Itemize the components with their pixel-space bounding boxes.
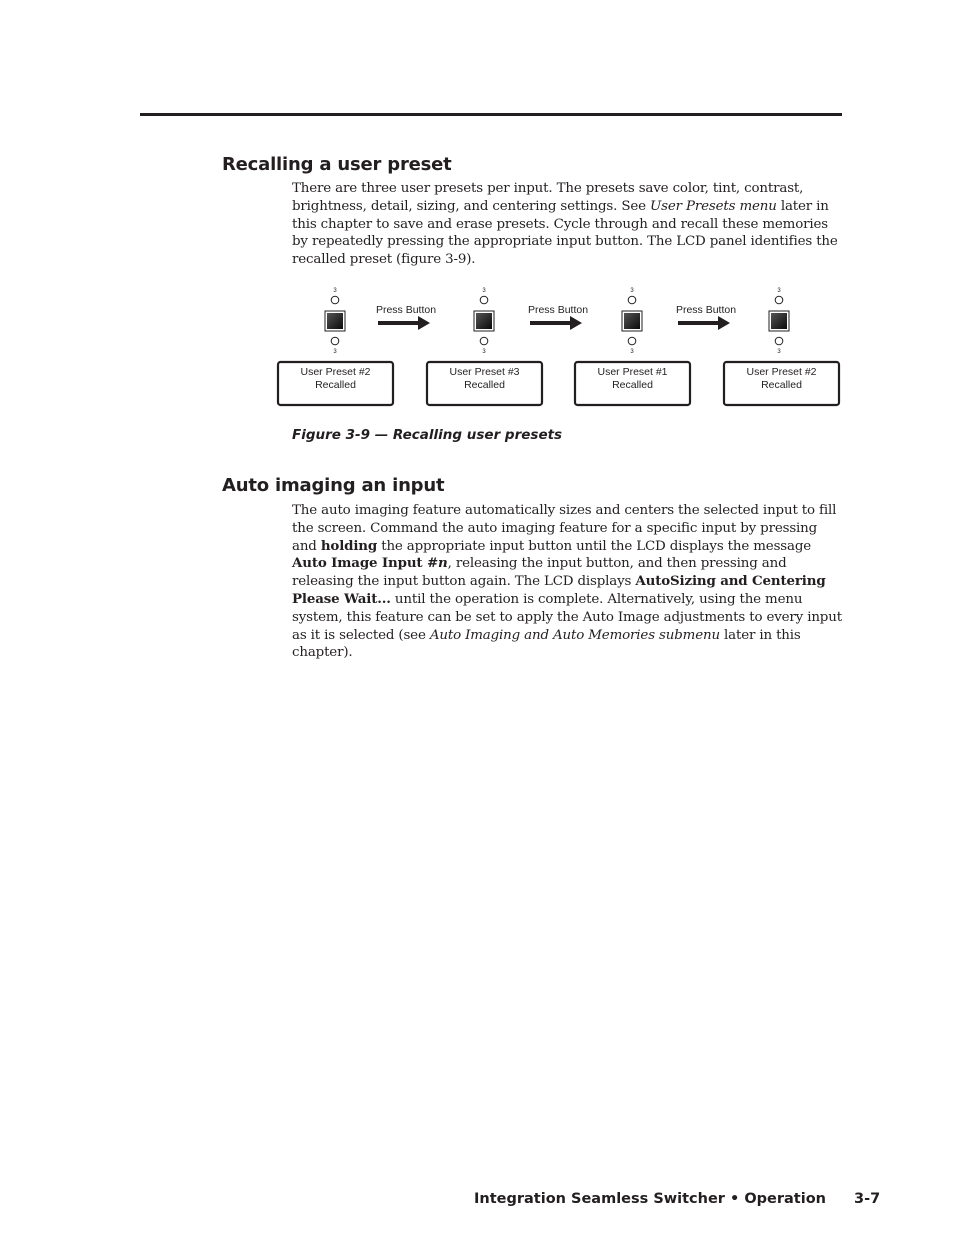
- para-italic-ref: User Presets menu: [650, 198, 777, 214]
- led-label: 3: [482, 288, 486, 294]
- preset-unit: [724, 288, 839, 405]
- led-label: 3: [333, 288, 337, 294]
- page-footer: [474, 1191, 880, 1207]
- led-label: 3: [482, 349, 486, 355]
- input-button: [771, 313, 787, 329]
- arrow-shaft: [678, 321, 719, 325]
- lcd-line-1: User Preset #1: [597, 366, 668, 378]
- footer-title: Integration Seamless Switcher • Operation: [474, 1191, 826, 1207]
- led-indicator: [480, 337, 488, 345]
- input-button: [624, 313, 640, 329]
- arrow-shaft: [530, 321, 571, 325]
- led-indicator: [775, 337, 783, 345]
- press-arrow: [676, 304, 736, 330]
- led-indicator: [480, 296, 488, 304]
- press-button-label: Press Button: [375, 304, 437, 316]
- para-text: until the operation is complete. Alternatively, using the menu system, this feature can be set to apply the Auto Image adjustments to every input as it is selected (see: [292, 591, 842, 643]
- led-indicator: [775, 296, 783, 304]
- led-label: 3: [777, 288, 781, 294]
- para-text: , releasing the input button, and then pressing and releasing the input button again. The LCD displays: [292, 556, 787, 590]
- preset-unit: [575, 288, 690, 405]
- para-italic-ref: Auto Imaging and Auto Memories submenu: [429, 627, 720, 643]
- figure-recalling-presets: [0, 0, 954, 420]
- section-heading-recalling: Recalling a user preset: [222, 154, 452, 175]
- para-bold: Auto Image Input #: [292, 555, 439, 572]
- led-label: 3: [630, 349, 634, 355]
- para-text: later in this chapter).: [292, 627, 801, 661]
- para-text: later in this chapter to save and erase presets. Cycle through and recall these memories by repeatedly pressing the appropriate input button. The LCD panel identifies the recalled preset (figure 3-9).: [292, 198, 838, 268]
- led-label: 3: [630, 288, 634, 294]
- arrow-head: [718, 316, 730, 330]
- para-text: the appropriate input button until the LCD displays the message: [377, 538, 812, 554]
- lcd-line-2: Recalled: [761, 379, 802, 391]
- lcd-line-2: Recalled: [612, 379, 653, 391]
- lcd-line-1: User Preset #3: [449, 366, 520, 378]
- led-indicator: [628, 337, 636, 345]
- para-text: There are three user presets per input. The presets save color, tint, contrast, brightness, detail, sizing, and centering settings. See: [292, 181, 804, 214]
- press-arrow: [528, 304, 588, 330]
- led-label: 3: [333, 349, 337, 355]
- lcd-line-1: User Preset #2: [300, 366, 371, 378]
- lcd-line-2: Recalled: [464, 379, 505, 391]
- led-indicator: [331, 337, 339, 345]
- lcd-line-2: Recalled: [315, 379, 356, 391]
- para-text: The auto imaging feature automatically sizes and centers the selected input to fill the screen. Command the auto imaging feature for a specific input by pressing and: [292, 503, 837, 554]
- lcd-line-1: User Preset #2: [746, 366, 817, 378]
- led-label: 3: [777, 349, 781, 355]
- auto-imaging-paragraph: [292, 502, 844, 662]
- led-indicator: [331, 296, 339, 304]
- preset-unit: [427, 288, 542, 405]
- press-arrow: [376, 304, 436, 330]
- led-indicator: [628, 296, 636, 304]
- para-bold: AutoSizing and Centering Please Wait...: [292, 573, 826, 607]
- figure-caption: Figure 3-9 — Recalling user presets: [292, 427, 563, 443]
- para-bold-italic: n: [438, 555, 448, 572]
- section-heading-auto-imaging: Auto imaging an input: [222, 475, 445, 496]
- input-button: [476, 313, 492, 329]
- press-button-label: Press Button: [675, 304, 737, 316]
- arrow-head: [418, 316, 430, 330]
- para-bold-message: [292, 555, 448, 571]
- para-bold: holding: [320, 537, 378, 554]
- arrow-shaft: [378, 321, 419, 325]
- arrow-head: [570, 316, 582, 330]
- page-number: 3-7: [854, 1191, 881, 1207]
- press-button-label: Press Button: [527, 304, 589, 316]
- input-button: [327, 313, 343, 329]
